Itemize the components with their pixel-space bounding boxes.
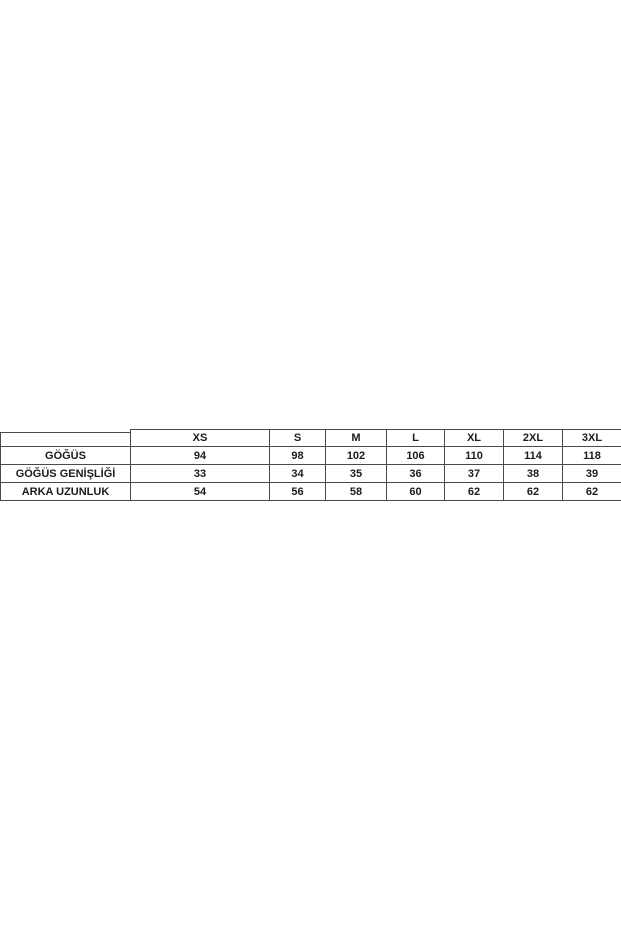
size-header-2xl: 2XL [504, 429, 563, 447]
size-value-cell: 36 [387, 465, 445, 483]
size-value-cell: 56 [270, 483, 326, 501]
size-value-cell: 33 [131, 465, 270, 483]
row-label: GÖĞÜS GENİŞLİĞİ [0, 465, 131, 483]
size-value-cell: 39 [563, 465, 621, 483]
size-value-cell: 34 [270, 465, 326, 483]
size-header-m: M [326, 429, 387, 447]
size-value-cell: 94 [131, 447, 270, 465]
size-value-cell: 62 [445, 483, 504, 501]
row-label: ARKA UZUNLUK [0, 483, 131, 501]
size-value-cell: 35 [326, 465, 387, 483]
size-header-l: L [387, 429, 445, 447]
size-value-cell: 60 [387, 483, 445, 501]
size-value-cell: 114 [504, 447, 563, 465]
size-header-s: S [270, 429, 326, 447]
size-value-cell: 37 [445, 465, 504, 483]
corner-cell [0, 429, 131, 447]
size-value-cell: 98 [270, 447, 326, 465]
size-value-cell: 38 [504, 465, 563, 483]
size-value-cell: 118 [563, 447, 621, 465]
size-value-cell: 106 [387, 447, 445, 465]
size-header-xl: XL [445, 429, 504, 447]
size-header-xs: XS [131, 429, 270, 447]
size-value-cell: 102 [326, 447, 387, 465]
size-value-cell: 62 [504, 483, 563, 501]
size-value-cell: 54 [131, 483, 270, 501]
size-chart-table [0, 429, 621, 501]
row-label: GÖĞÜS [0, 447, 131, 465]
size-value-cell: 62 [563, 483, 621, 501]
size-value-cell: 58 [326, 483, 387, 501]
size-value-cell: 110 [445, 447, 504, 465]
size-header-3xl: 3XL [563, 429, 621, 447]
